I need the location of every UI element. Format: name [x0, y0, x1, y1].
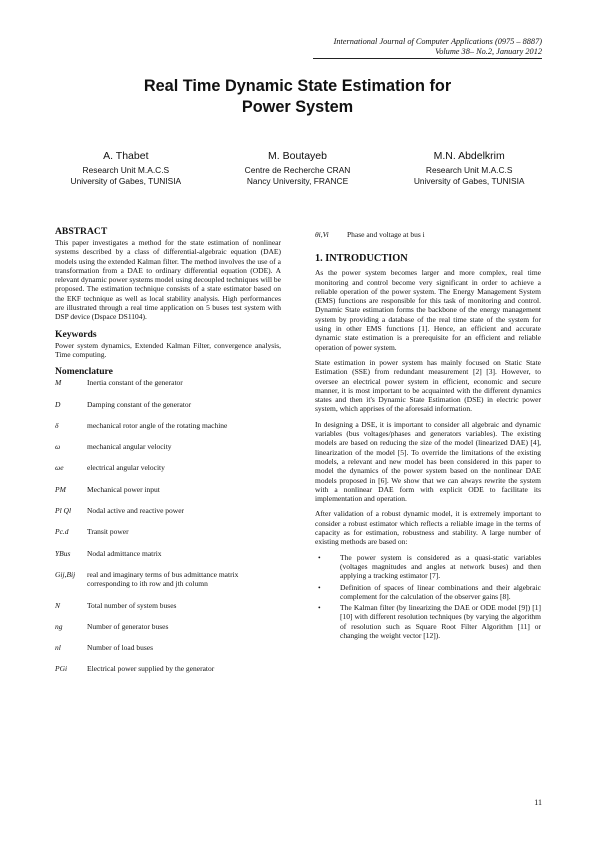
nomenclature-row — [55, 527, 281, 536]
nomenclature-row — [55, 549, 281, 558]
nomenclature-description: Nodal active and reactive power — [87, 506, 185, 516]
nomenclature-symbol: D — [55, 399, 61, 409]
nomenclature-description: Mechanical power input — [87, 484, 160, 494]
nomenclature-list — [55, 378, 281, 673]
nomenclature-description: mechanical rotor angle of the rotating machine — [87, 420, 228, 430]
nomenclature-description: Phase and voltage at bus i — [347, 230, 425, 239]
nomenclature-symbol: ωe — [55, 463, 64, 473]
list-item — [315, 583, 541, 602]
intro-paragraph-3: In designing a DSE, it is important to consider all algebraic and dynamic variables (bus voltages/phases and generators variables). The existing models are based on reducing the size of the model (linearized DAE) [4], linearization of the model [5]. To override the limitations of the existing models, a relevant and new model has been considered in this paper to model the dynamics of the power system based on the nonlinear DAE models proposed in [6]. We show that we can always rewrite the system with a nonlinear DAE form with explicit ODE to facilitate its implementation and operation. — [315, 419, 541, 504]
intro-paragraph-1: As the power system becomes larger and more complex, real time monitoring and control become very significant in order to achieve a reliable operation of the power system. The Energy Management System (EMS) functions are responsible for this task of monitoring and control. Dynamic State estimation forms the backbone of the energy management system by providing a database of the real time state of the system for using in other EMS functions [1]. Hence, an efficient and accurate dynamic state estimation is a prerequisite for an efficient and reliable operation of power system. — [315, 268, 541, 352]
author-affiliation: Research Unit M.A.C.S — [425, 165, 513, 175]
nomenclature-description: real and imaginary terms of bus admittance matrix corresponding to ith row and jth column — [87, 569, 239, 589]
author-name: M.N. Abdelkrim — [433, 150, 505, 162]
nomenclature-description: Inertia constant of the generator — [87, 378, 183, 388]
nomenclature-symbol: N — [55, 600, 61, 610]
nomenclature-row — [55, 570, 281, 589]
bullet-text: The Kalman filter (by linearizing the DAE or ODE model [9]) [1] [10] with different resolution techniques (by varying the algorithm of resolution such as Square Root Filter Algorithm [11] or changing the weight vector [12]). — [340, 603, 541, 640]
page-number: 11 — [534, 798, 542, 807]
bullet-icon: • — [318, 603, 321, 613]
nomenclature-description: Electrical power supplied by the generator — [87, 664, 215, 674]
list-item — [315, 553, 541, 581]
author-institution: Nancy University, FRANCE — [246, 175, 349, 186]
nomenclature-row — [55, 601, 281, 610]
author-3 — [383, 150, 555, 186]
list-item — [315, 603, 541, 640]
nomenclature-row — [55, 442, 281, 451]
intro-paragraph-2: State estimation in power system has mainly focused on Static State Estimation (SSE) from redundant measurement [2] [3]. However, to oversee an electrical power system in efficient, economic and secure manner, it is most important to be acquainted with the different dynamics states and then it's Dynamic State Estimation (DSE) in electric power system, which apprises of the aforesaid information. — [315, 357, 541, 414]
author-1 — [40, 150, 212, 186]
nomenclature-symbol: nl — [55, 643, 61, 653]
nomenclature-description: electrical angular velocity — [87, 463, 165, 473]
author-block — [40, 150, 555, 186]
nomenclature-symbol: ng — [55, 621, 63, 631]
abstract-text: This paper investigates a method for the state estimation of nonlinear systems described by a class of differential-algebraic equation (DAE) models using the extended Kalman filter. The method involves the use of a transformation from a DAE to ordinary differential equation (ODE). A relevant dynamic power systems model using decoupled techniques will be proposed. The estimation technique consists of a state estimator based on the EKF technique as well as local stability analysis. High performances are illustrated through a real time application on 5 buses test system with DSP device (Dspace DS1104). — [55, 238, 281, 322]
keywords-text: Power system dynamics, Extended Kalman Filter, convergence analysis, Time computing. — [55, 340, 281, 359]
paper-title — [60, 76, 535, 118]
bullet-icon: • — [318, 582, 321, 592]
bullet-text: Definition of spaces of linear combinations and their algebraic complement for the calculation of the observer gains [8]. — [340, 582, 541, 601]
keywords-heading: Keywords — [55, 328, 97, 340]
nomenclature-row — [55, 378, 281, 387]
nomenclature-row — [55, 506, 281, 515]
nomenclature-row — [55, 463, 281, 472]
nomenclature-symbol: ω — [55, 442, 61, 452]
nomenclature-row — [55, 643, 281, 652]
author-affiliation: Research Unit M.A.C.S — [82, 165, 170, 175]
nomenclature-symbol: Pl Ql — [55, 506, 72, 516]
nomenclature-symbol: θi,Vi — [315, 230, 329, 239]
nomenclature-row — [55, 622, 281, 631]
nomenclature-description: mechanical angular velocity — [87, 442, 172, 452]
nomenclature-description: Total number of system buses — [87, 600, 177, 610]
nomenclature-description: Number of load buses — [87, 643, 154, 653]
nomenclature-row — [55, 400, 281, 409]
nomenclature-symbol: δ — [55, 420, 59, 430]
abstract-heading: ABSTRACT — [55, 226, 108, 237]
nomenclature-row — [55, 485, 281, 494]
intro-paragraph-4: After validation of a robust dynamic model, it is extremely important to consider a robust estimator which reflects a reliable image in the terms of capacity as for estimation, robustness and stability. A large number of existing methods are based on: — [315, 509, 541, 547]
nomenclature-row — [315, 230, 541, 239]
intro-bullet-list — [315, 553, 541, 641]
nomenclature-heading: Nomenclature — [55, 366, 113, 378]
nomenclature-description: Number of generator buses — [87, 621, 169, 631]
nomenclature-row — [55, 664, 281, 673]
journal-volume: Volume 38– No.2, January 2012 — [435, 47, 542, 56]
author-institution: University of Gabes, TUNISIA — [70, 175, 182, 186]
nomenclature-row — [55, 421, 281, 430]
nomenclature-description: Transit power — [87, 527, 129, 537]
nomenclature-symbol: PM — [55, 484, 66, 494]
nomenclature-symbol: Pc.d — [55, 527, 69, 537]
bullet-text: The power system is considered as a quasi-static variables (voltages magnitudes and angles at network buses) and then applying a tracking estimator [7]. — [340, 552, 541, 581]
bullet-icon: • — [318, 552, 321, 562]
author-name: M. Boutayeb — [268, 150, 327, 162]
nomenclature-description: Damping constant of the generator — [87, 399, 192, 409]
left-column — [55, 226, 281, 674]
section-heading-introduction: 1. INTRODUCTION — [315, 253, 408, 265]
right-column — [315, 226, 541, 642]
nomenclature-symbol: YBus — [55, 548, 71, 558]
author-institution: University of Gabes, TUNISIA — [413, 175, 525, 186]
author-name: A. Thabet — [103, 150, 149, 162]
nomenclature-symbol: M — [55, 378, 62, 388]
author-affiliation: Centre de Recherche CRAN — [244, 165, 351, 175]
nomenclature-symbol: Gij,Bij — [55, 569, 76, 579]
nomenclature-description: Nodal admittance matrix — [87, 548, 162, 558]
author-2 — [212, 150, 384, 186]
journal-header — [212, 37, 542, 57]
header-rule — [313, 58, 542, 59]
title-line-2: Power System — [241, 98, 354, 116]
title-line-1: Real Time Dynamic State Estimation for — [143, 77, 452, 95]
nomenclature-symbol: PGi — [55, 664, 68, 674]
journal-name: International Journal of Computer Applications (0975 – 8887) — [333, 37, 542, 46]
